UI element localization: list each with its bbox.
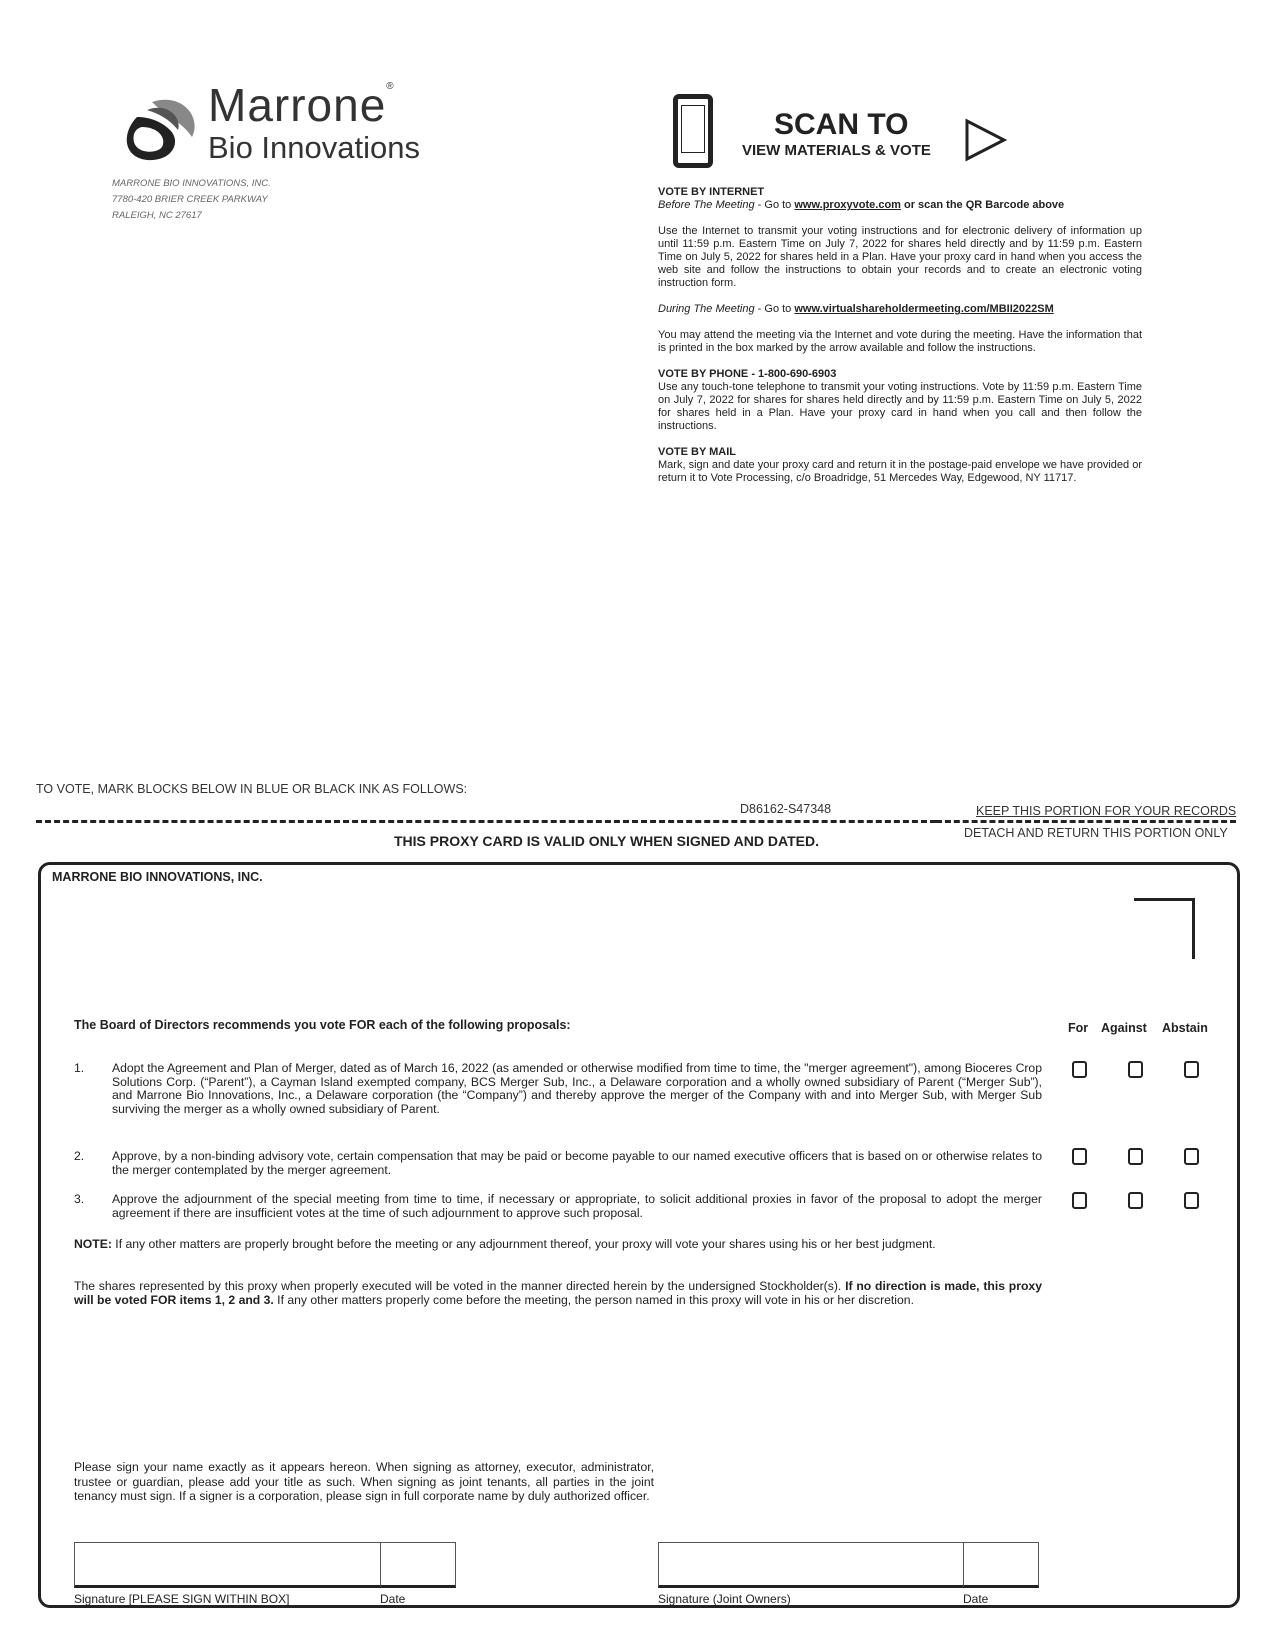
joint-signature-box[interactable] (658, 1542, 964, 1588)
joint-date-box[interactable] (963, 1542, 1039, 1588)
return-portion-label: DETACH AND RETURN THIS PORTION ONLY (964, 826, 1228, 840)
column-for: For (1068, 1021, 1089, 1035)
note (74, 1238, 1054, 1252)
logo-name: Marrone® (208, 79, 395, 131)
column-abstain: Abstain (1162, 1021, 1208, 1035)
proposal-number: 1. (74, 1061, 85, 1075)
virtual-meeting-link[interactable]: www.virtualshareholdermeeting.com/MBII2022SM (794, 303, 1054, 315)
card-company: MARRONE BIO INNOVATIONS, INC. (52, 870, 263, 884)
proposal-2-against-checkbox[interactable] (1128, 1148, 1143, 1165)
shares-bold: If no direction is made, this proxy will be voted FOR items 1, 2 and 3. (74, 1279, 1042, 1307)
before-label: Before The Meeting (658, 199, 755, 211)
during-label: During The Meeting (658, 303, 755, 315)
vote-mail-title: VOTE BY MAIL (658, 446, 737, 458)
proposal-1-against-checkbox[interactable] (1128, 1061, 1143, 1078)
go-to: - Go to (754, 199, 795, 211)
before-meeting-line (658, 199, 1142, 212)
note-text: If any other matters are properly brought before the meeting or any adjournment thereof, your proxy will vote your shares using his or her best judgment. (111, 1237, 936, 1251)
vote-phone-title: VOTE BY PHONE - 1-800-690-6903 (658, 368, 837, 380)
proposal-number: 2. (74, 1149, 85, 1163)
address-line: RALEIGH, NC 27617 (112, 210, 202, 221)
mail-body: Mark, sign and date your proxy card and return it in the postage-paid envelope we have provided or return it to Vote Processing, c/o Broadridge, 51 Mercedes Way, Edgewood, NY 11717. (658, 459, 1142, 484)
phone-body: Use any touch-tone telephone to transmit your voting instructions. Vote by 11:59 p.m. Eastern Time on July 7, 2022 for shares for shares held directly and by 11:59 p.m. Eastern Time on July 5, 2022 for shares held in a Plan. Have your proxy card in hand when you call and then follow the instructions. (658, 381, 1142, 432)
logo-subtitle: Bio Innovations (208, 130, 420, 165)
proposal-number: 3. (74, 1192, 85, 1206)
proposal-1-abstain-checkbox[interactable] (1184, 1061, 1199, 1078)
signature-box[interactable] (74, 1542, 381, 1588)
signature-label: Signature [PLEASE SIGN WITHIN BOX] (74, 1592, 290, 1606)
company-logo-icon (112, 92, 202, 167)
signing-instructions: Please sign your name exactly as it appears hereon. When signing as attorney, executor, administrator, trustee or guardian, please add your title as such. When signing as joint tenants, all parties in the joint tenancy must sign. If a signer is a corporation, please sign in full corporate name by duly authorized officer. (74, 1460, 654, 1503)
proposal-1-text: Adopt the Agreement and Plan of Merger, dated as of March 16, 2022 (as amended or otherwise modified from time to time, the "merger agreement"), among Bioceres Crop Solutions Corp. (“Parent”), a Cayman Island exempted company, BCS Merger Sub, Inc., a Delaware corporation and a wholly owned subsidiary of Parent (“Merger Sub”), and Marrone Bio Innovations, Inc., a Delaware corporation (the “Company”) and thereby approve the merger of the Company with and into Merger Sub, with Merger Sub surviving the merger as a wholly owned subsidiary of Parent. (112, 1061, 1042, 1116)
arrow-right-icon (964, 118, 1008, 162)
proposal-3-text: Approve the adjournment of the special meeting from time to time, if necessary or appropriate, to solicit additional proxies in favor of the proposal to adopt the merger agreement if there are insufficient votes at the time of such adjournment to approve such proposal. (112, 1192, 1042, 1220)
vote-internet-title: VOTE BY INTERNET (658, 186, 765, 198)
shares-text: If any other matters properly come before the meeting, the person named in this proxy will vote in his or her discretion. (273, 1292, 914, 1307)
voting-instructions (658, 186, 1142, 498)
document-code: D86162-S47348 (740, 802, 832, 816)
detach-line (36, 820, 936, 823)
column-against: Against (1101, 1021, 1147, 1035)
scan-title: SCAN TO (774, 108, 909, 141)
qr-text: or scan the QR Barcode above (900, 199, 1065, 211)
shares-statement (74, 1280, 1042, 1307)
valid-notice: THIS PROXY CARD IS VALID ONLY WHEN SIGNED AND DATED. (394, 833, 819, 849)
during-meeting-line (658, 303, 1142, 316)
corner-mark (1134, 898, 1195, 959)
internet-body: Use the Internet to transmit your voting instructions and for electronic delivery of information up until 11:59 p.m. Eastern Time on July 7, 2022 for shares held directly and by 11:59 p.m. Eastern Time on July 5, 2022 for shares held in a Plan. Have your proxy card in hand when you access the web site and follow the instructions to obtain your records and to create an electronic voting instruction form. (658, 225, 1142, 289)
proposal-2-for-checkbox[interactable] (1072, 1148, 1087, 1165)
keep-portion-label: KEEP THIS PORTION FOR YOUR RECORDS (976, 804, 1237, 818)
joint-date-label: Date (963, 1592, 989, 1606)
address-line: MARRONE BIO INNOVATIONS, INC. (112, 178, 271, 189)
proposal-3-against-checkbox[interactable] (1128, 1192, 1143, 1209)
proposal-3-abstain-checkbox[interactable] (1184, 1192, 1199, 1209)
proxyvote-link[interactable]: www.proxyvote.com (794, 199, 901, 211)
company-address (112, 176, 271, 224)
board-recommendation: The Board of Directors recommends you vote FOR each of the following proposals: (74, 1018, 571, 1032)
proposal-2-abstain-checkbox[interactable] (1184, 1148, 1199, 1165)
scan-subtitle: VIEW MATERIALS & VOTE (742, 142, 931, 159)
joint-signature-label: Signature (Joint Owners) (658, 1592, 791, 1606)
go-to: - Go to (754, 303, 795, 315)
address-line: 7780-420 BRIER CREEK PARKWAY (112, 194, 268, 205)
proposal-3-for-checkbox[interactable] (1072, 1192, 1087, 1209)
detach-line (936, 820, 1236, 823)
proposal-1-for-checkbox[interactable] (1072, 1061, 1087, 1078)
during-body: You may attend the meeting via the Internet and vote during the meeting. Have the information that is printed in the box marked by the arrow available and follow the instructions. (658, 329, 1142, 354)
date-box[interactable] (380, 1542, 456, 1588)
note-label: NOTE: (74, 1237, 112, 1251)
shares-text: The shares represented by this proxy when properly executed will be voted in the manner directed herein by the undersigned Stockholder(s). (74, 1279, 846, 1293)
ink-instruction: TO VOTE, MARK BLOCKS BELOW IN BLUE OR BLACK INK AS FOLLOWS: (36, 782, 468, 796)
smartphone-icon (673, 94, 713, 168)
proposal-2-text: Approve, by a non-binding advisory vote, certain compensation that may be paid or become payable to our named executive officers that is based on or otherwise relates to the merger contemplated by the merger agreement. (112, 1149, 1042, 1177)
date-label: Date (380, 1592, 406, 1606)
